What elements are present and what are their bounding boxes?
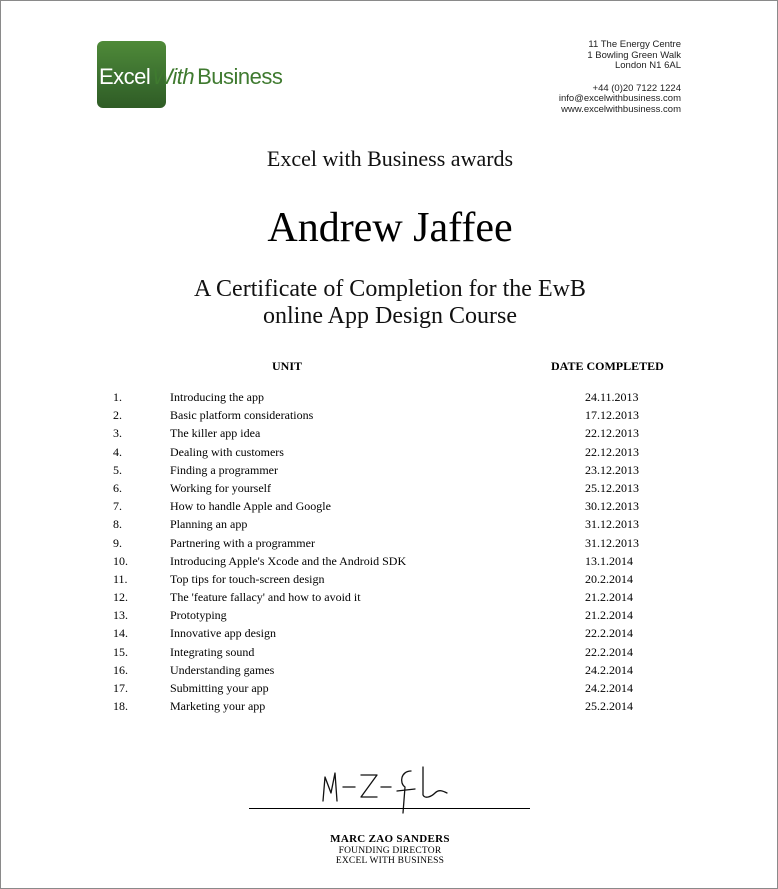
unit-title: Planning an app — [170, 517, 248, 532]
unit-date: 25.12.2013 — [585, 480, 639, 495]
address-website: www.excelwithbusiness.com — [561, 103, 681, 115]
signature-line — [249, 808, 530, 809]
unit-row — [1, 552, 778, 570]
signer-company: EXCEL WITH BUSINESS — [335, 856, 445, 866]
signer-name: MARC ZAO SANDERS — [330, 833, 450, 845]
unit-title: Introducing the app — [170, 390, 264, 404]
certificate-title — [1, 276, 778, 330]
unit-row — [1, 679, 778, 697]
unit-number: 13. — [113, 608, 128, 623]
address-line: 11 The Energy Centre — [588, 39, 681, 50]
unit-date: 24.2.2014 — [585, 681, 633, 695]
unit-title: The killer app idea — [170, 426, 261, 441]
certificate-title-line-1: A Certificate of Completion for the EwB — [194, 276, 586, 302]
address-phone: +44 (0)20 7122 1224 — [592, 82, 681, 94]
unit-row — [1, 497, 778, 515]
unit-date: 22.12.2013 — [585, 444, 639, 459]
awards-line: Excel with Business awards — [266, 146, 514, 171]
unit-date: 24.2.2014 — [585, 662, 633, 677]
unit-number: 8. — [113, 517, 122, 532]
unit-row — [1, 606, 778, 624]
unit-number: 9. — [113, 535, 122, 550]
unit-number: 14. — [113, 626, 128, 641]
unit-date: 31.12.2013 — [585, 535, 639, 550]
unit-row — [1, 570, 778, 588]
unit-row — [1, 661, 778, 679]
unit-title: Submitting your app — [170, 681, 269, 695]
recipient-name: Andrew Jaffee — [267, 205, 513, 251]
unit-number: 12. — [113, 590, 128, 605]
unit-title: Finding a programmer — [170, 462, 278, 477]
company-logo — [99, 61, 282, 93]
unit-date: 21.2.2014 — [585, 608, 633, 623]
unit-row — [1, 479, 778, 497]
unit-row — [1, 461, 778, 479]
signer-role: FOUNDING DIRECTOR — [338, 846, 442, 856]
unit-title: Integrating sound — [170, 644, 255, 659]
unit-number: 16. — [113, 662, 128, 677]
unit-title: Top tips for touch-screen design — [170, 571, 325, 586]
unit-number: 5. — [113, 462, 122, 477]
unit-row — [1, 588, 778, 606]
address-line: 1 Bowling Green Walk — [587, 49, 681, 61]
unit-row — [1, 534, 778, 552]
unit-row — [1, 624, 778, 642]
unit-date: 30.12.2013 — [585, 499, 639, 514]
logo-word-excel: Excel — [99, 64, 151, 89]
unit-list — [1, 388, 778, 715]
unit-date: 17.12.2013 — [585, 408, 639, 423]
unit-date: 25.2.2014 — [585, 699, 633, 714]
address-line: London N1 6AL — [614, 60, 681, 72]
unit-title: Innovative app design — [170, 626, 276, 641]
address-email: info@excelwithbusiness.com — [558, 93, 681, 105]
unit-number: 3. — [113, 426, 122, 441]
logo-word-with: With — [152, 64, 195, 89]
unit-number: 7. — [113, 499, 122, 514]
unit-row — [1, 443, 778, 461]
unit-number: 10. — [113, 553, 128, 568]
unit-number: 18. — [113, 699, 128, 714]
unit-date: 24.11.2013 — [585, 390, 639, 404]
unit-title: How to handle Apple and Google — [170, 499, 331, 514]
unit-date: 20.2.2014 — [585, 571, 633, 586]
unit-row — [1, 643, 778, 661]
unit-title: Marketing your app — [170, 699, 266, 714]
unit-number: 1. — [113, 390, 122, 404]
unit-date: 22.12.2013 — [585, 426, 639, 441]
unit-title: Introducing Apple's Xcode and the Android SDK — [170, 553, 407, 568]
unit-row — [1, 406, 778, 424]
unit-row — [1, 697, 778, 715]
unit-number: 15. — [113, 644, 128, 659]
unit-number: 4. — [113, 444, 122, 459]
unit-row — [1, 424, 778, 442]
logo-word-business: Business — [197, 64, 283, 89]
unit-title: Partnering with a programmer — [170, 535, 315, 550]
unit-date: 21.2.2014 — [585, 590, 633, 605]
unit-number: 11. — [113, 571, 128, 586]
date-column-header: DATE COMPLETED — [551, 359, 664, 373]
unit-title: Understanding games — [170, 662, 275, 677]
signer-block — [1, 833, 778, 866]
unit-date: 31.12.2013 — [585, 517, 639, 532]
unit-row — [1, 388, 778, 406]
unit-title: Prototyping — [170, 608, 227, 623]
unit-date: 13.1.2014 — [585, 553, 633, 568]
unit-row — [1, 515, 778, 533]
unit-date: 22.2.2014 — [585, 626, 633, 641]
certificate-title-line-2: online App Design Course — [263, 303, 517, 329]
unit-date: 22.2.2014 — [585, 644, 633, 659]
unit-title: Basic platform considerations — [170, 408, 314, 423]
unit-title: Working for yourself — [170, 480, 272, 495]
unit-title: The 'feature fallacy' and how to avoid it — [170, 590, 361, 605]
unit-date: 23.12.2013 — [585, 462, 639, 477]
unit-title: Dealing with customers — [170, 444, 284, 459]
unit-number: 6. — [113, 480, 122, 495]
unit-number: 17. — [113, 681, 128, 695]
unit-column-header: UNIT — [272, 359, 303, 373]
unit-number: 2. — [113, 408, 122, 423]
company-address — [559, 40, 681, 116]
